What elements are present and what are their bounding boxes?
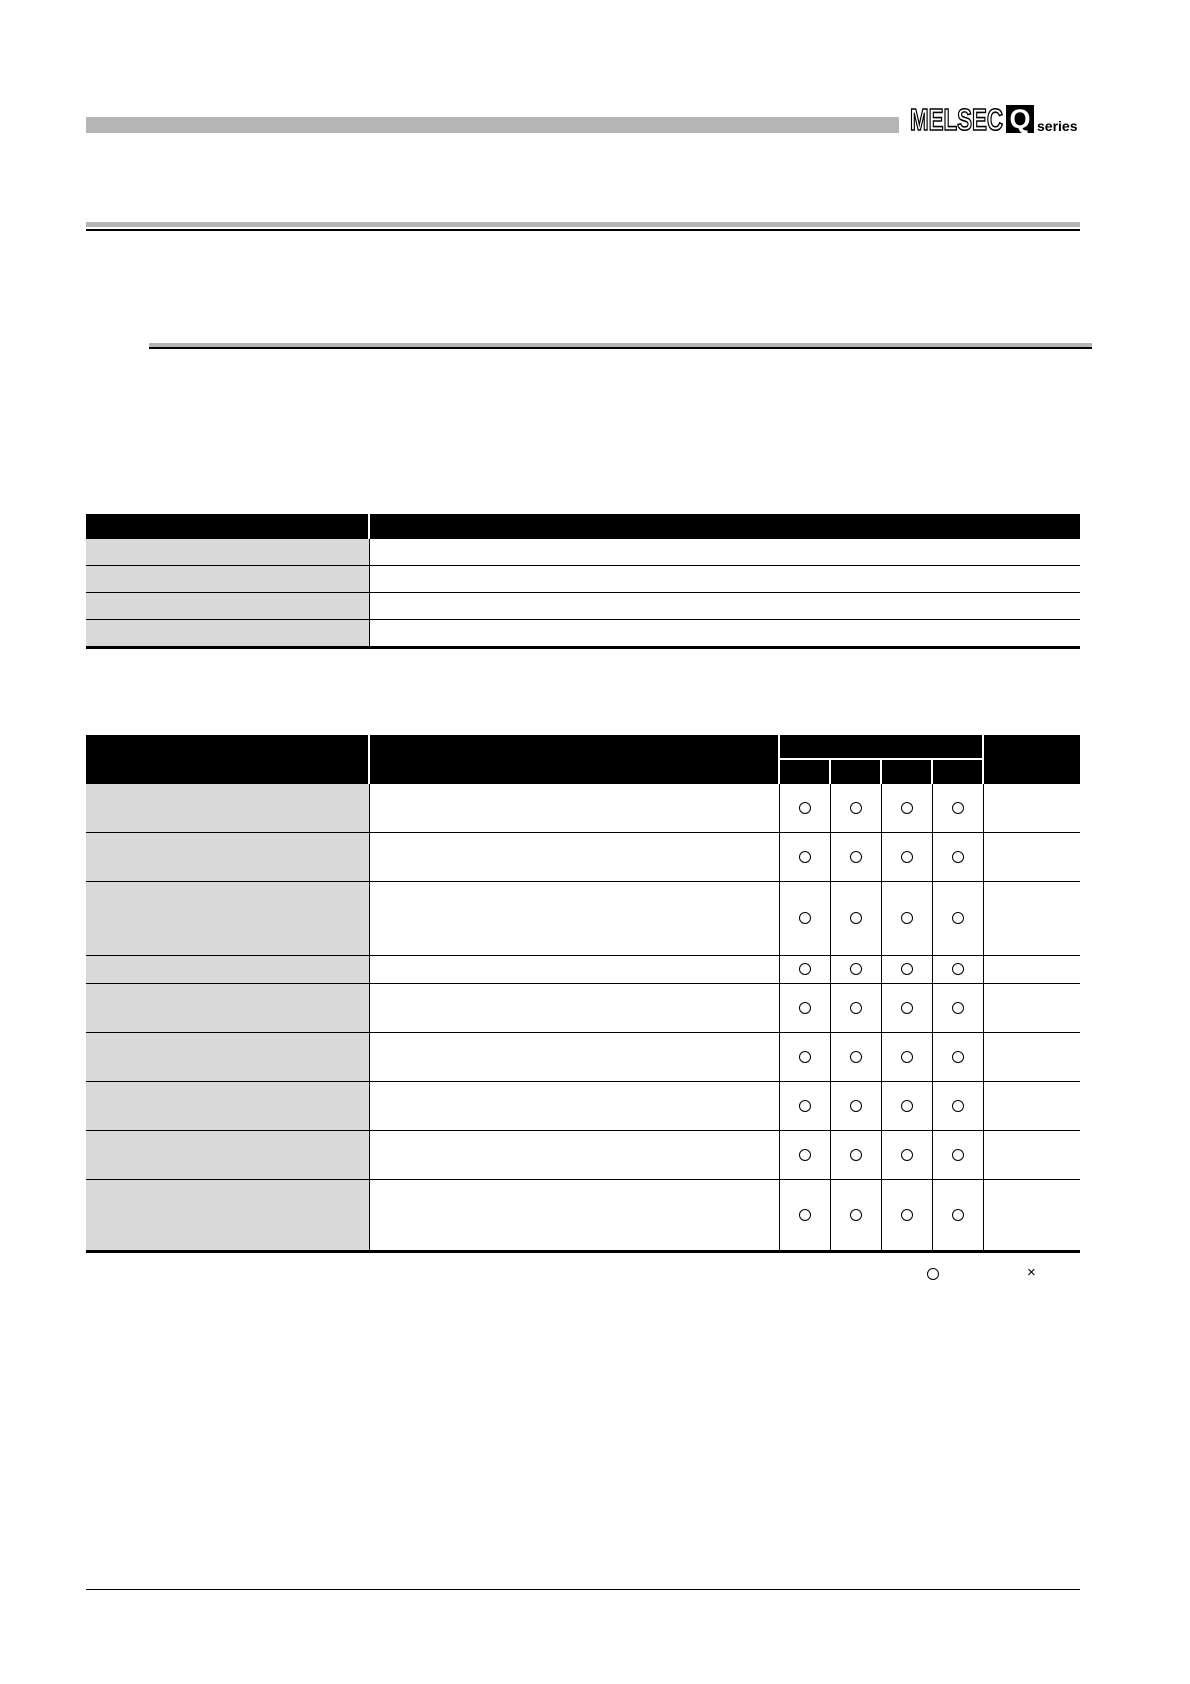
function-header-description (369, 735, 779, 784)
available-mark (799, 912, 811, 924)
available-mark (901, 963, 913, 975)
available-mark (799, 1209, 811, 1221)
available-mark (850, 1002, 862, 1014)
logo-series-text: series (1037, 118, 1078, 134)
footer-rule (86, 1589, 1080, 1590)
logo-brand-text: MELSEC (910, 102, 1004, 137)
function-header-model-1 (779, 759, 830, 784)
table-row (86, 1180, 1080, 1252)
available-mark (850, 851, 862, 863)
available-mark (952, 912, 964, 924)
spec-table-header (86, 514, 1080, 539)
table-row (86, 566, 1080, 593)
available-mark (901, 1100, 913, 1112)
chapter-rule-black (86, 229, 1080, 231)
available-mark (850, 1209, 862, 1221)
function-header-model-2 (830, 759, 881, 784)
available-mark (952, 851, 964, 863)
table-row (86, 1131, 1080, 1180)
melsec-q-series-logo (910, 104, 1080, 138)
available-mark (799, 1051, 811, 1063)
spec-header-description (369, 514, 1080, 539)
available-mark (799, 851, 811, 863)
table-row (86, 833, 1080, 882)
section-rule-black (149, 347, 1092, 349)
available-mark (799, 1100, 811, 1112)
available-mark (901, 912, 913, 924)
available-mark (952, 1002, 964, 1014)
function-header-model-3 (881, 759, 932, 784)
available-mark (952, 1100, 964, 1112)
table-row (86, 956, 1080, 984)
available-mark (901, 1149, 913, 1161)
table-row (86, 593, 1080, 620)
function-header-reference (983, 735, 1080, 784)
available-mark (952, 802, 964, 814)
available-mark (799, 802, 811, 814)
function-header-model-4 (932, 759, 983, 784)
available-mark (850, 1051, 862, 1063)
available-mark (850, 1100, 862, 1112)
logo-q-badge: Q (1006, 105, 1034, 133)
table-row (86, 882, 1080, 956)
table-row (86, 984, 1080, 1033)
available-mark (901, 851, 913, 863)
available-mark (952, 1209, 964, 1221)
available-mark (850, 963, 862, 975)
table-row (86, 1033, 1080, 1082)
available-mark (901, 1002, 913, 1014)
chapter-rule-gray (86, 222, 1080, 227)
function-header-model-group (779, 735, 983, 759)
function-table (86, 735, 1080, 1253)
table-row (86, 539, 1080, 566)
function-table-header-top (86, 735, 1080, 759)
spec-table (86, 514, 1080, 649)
available-mark (901, 1209, 913, 1221)
available-mark (952, 1051, 964, 1063)
available-mark (952, 963, 964, 975)
available-mark (799, 1002, 811, 1014)
available-mark (952, 1149, 964, 1161)
spec-header-item (86, 514, 369, 539)
legend-available-mark (927, 1268, 939, 1280)
available-mark (901, 802, 913, 814)
legend-unavailable-mark: × (1027, 1264, 1036, 1281)
table-row (86, 620, 1080, 648)
function-header-item (86, 735, 369, 784)
available-mark (799, 1149, 811, 1161)
available-mark (850, 912, 862, 924)
available-mark (799, 963, 811, 975)
available-mark (850, 802, 862, 814)
available-mark (850, 1149, 862, 1161)
table-row (86, 1082, 1080, 1131)
available-mark (901, 1051, 913, 1063)
header-bar (86, 117, 899, 133)
table-row (86, 784, 1080, 833)
